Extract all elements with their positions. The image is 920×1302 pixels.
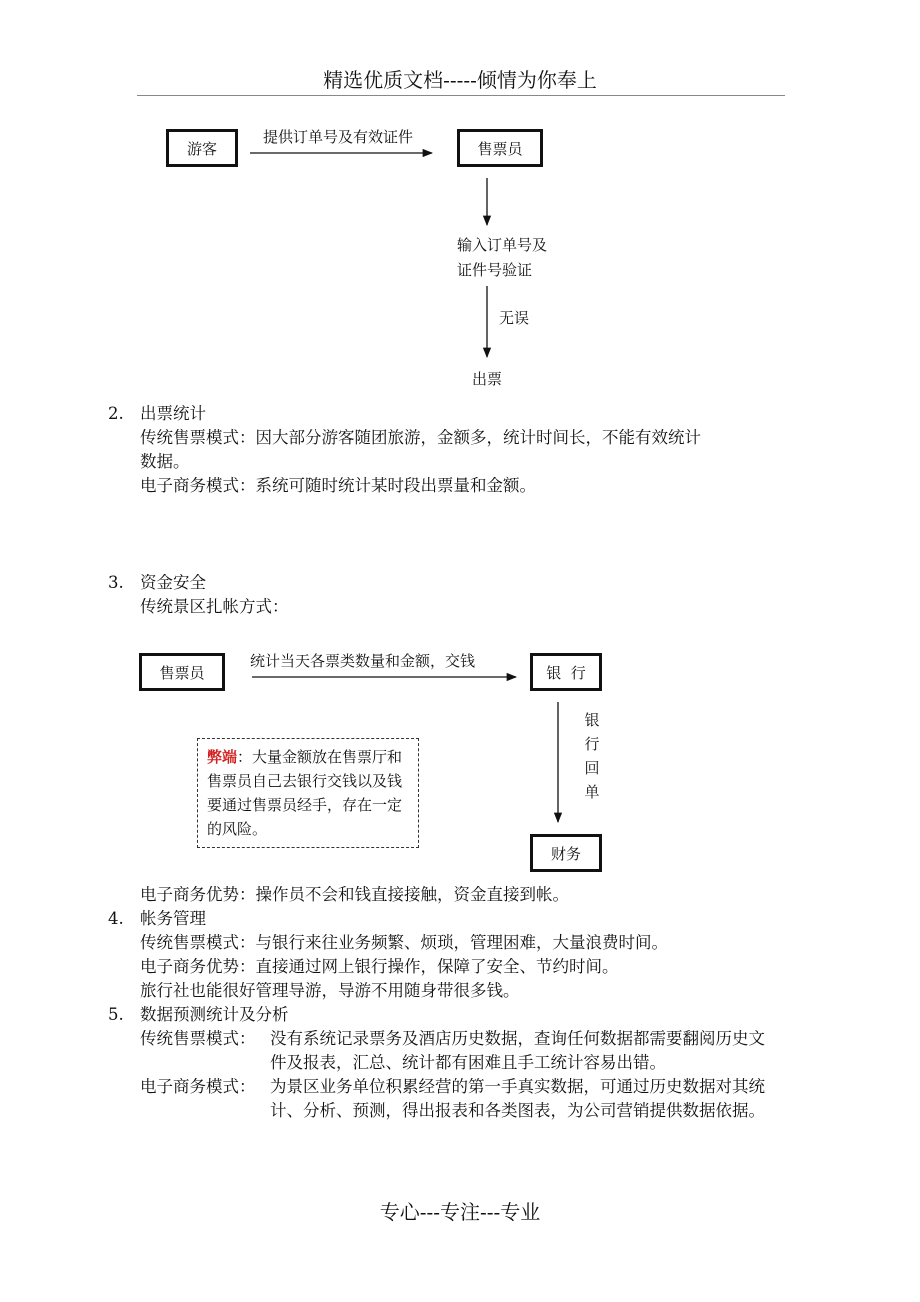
stat-label: 统计当天各票类数量和金额，交钱 xyxy=(250,652,476,670)
section-5-traditional-body: 没有系统记录票务及酒店历史数据，查询任何数据都需要翻阅历史文件及报表，汇总、统计都有困难且手工统计容易出错。 xyxy=(270,1029,765,1072)
bank-return-char-4: 单 xyxy=(584,783,600,801)
section-4-title: 帐务管理 xyxy=(140,909,206,928)
section-2-number: 2. xyxy=(108,404,124,423)
section-3-advantage: 电子商务优势：操作员不会和钱直接接触，资金直接到帐。 xyxy=(140,885,569,904)
drawback-note xyxy=(197,738,419,848)
no-error-label: 无误 xyxy=(499,309,530,327)
section-5-ecommerce-body: 为景区业务单位积累经营的第一手真实数据，可通过历史数据对其统计、分析、预测，得出报表和各类图表，为公司营销提供数据依据。 xyxy=(270,1077,765,1120)
section-4-advantage: 电子商务优势：直接通过网上银行操作，保障了安全、节约时间。 xyxy=(140,957,619,976)
provide-label: 提供订单号及有效证件 xyxy=(263,128,414,146)
bank-return-char-2: 行 xyxy=(584,735,600,753)
section-2-title: 出票统计 xyxy=(140,404,206,423)
section-3-title: 资金安全 xyxy=(140,573,206,592)
section-4-traditional: 传统售票模式：与银行来往业务频繁、烦琐，管理困难，大量浪费时间。 xyxy=(140,933,668,952)
seller-box-2: 售票员 xyxy=(139,653,225,691)
input-label-line1: 输入订单号及 xyxy=(457,236,548,254)
section-4-agency: 旅行社也能很好管理导游，导游不用随身带很多钱。 xyxy=(140,981,520,1000)
section-3-traditional: 传统景区扎帐方式： xyxy=(140,597,289,616)
drawback-label: 弊端 xyxy=(207,748,238,766)
finance-box: 财务 xyxy=(530,834,602,872)
page-header: 精选优质文档-----倾情为你奉上 xyxy=(323,68,597,92)
section-4-number: 4. xyxy=(108,909,124,928)
tourist-box: 游客 xyxy=(166,129,238,167)
section-5-traditional-label: 传统售票模式： xyxy=(140,1029,256,1048)
section-5-title: 数据预测统计及分析 xyxy=(140,1005,289,1024)
section-3-number: 3. xyxy=(108,573,124,592)
section-2-traditional: 传统售票模式：因大部分游客随团旅游，金额多，统计时间长，不能有效统计 xyxy=(140,428,701,447)
section-5-number: 5. xyxy=(108,1005,124,1024)
bank-box: 银 行 xyxy=(530,653,602,691)
bank-return-char-1: 银 xyxy=(584,711,600,729)
section-2-ecommerce: 电子商务模式：系统可随时统计某时段出票量和金额。 xyxy=(140,476,536,495)
ticket-label: 出票 xyxy=(472,370,503,388)
input-label-line2: 证件号验证 xyxy=(457,261,533,279)
section-2-traditional-cont: 数据。 xyxy=(140,452,190,471)
bank-return-char-3: 回 xyxy=(584,759,600,777)
drawback-text: ：大量金额放在售票厅和售票员自己去银行交钱以及钱要通过售票员经手，存在一定的风险。 xyxy=(207,748,403,838)
section-5-ecommerce-label: 电子商务模式： xyxy=(140,1077,256,1096)
page-footer: 专心---专注---专业 xyxy=(379,1200,541,1224)
seller-box: 售票员 xyxy=(457,129,543,167)
